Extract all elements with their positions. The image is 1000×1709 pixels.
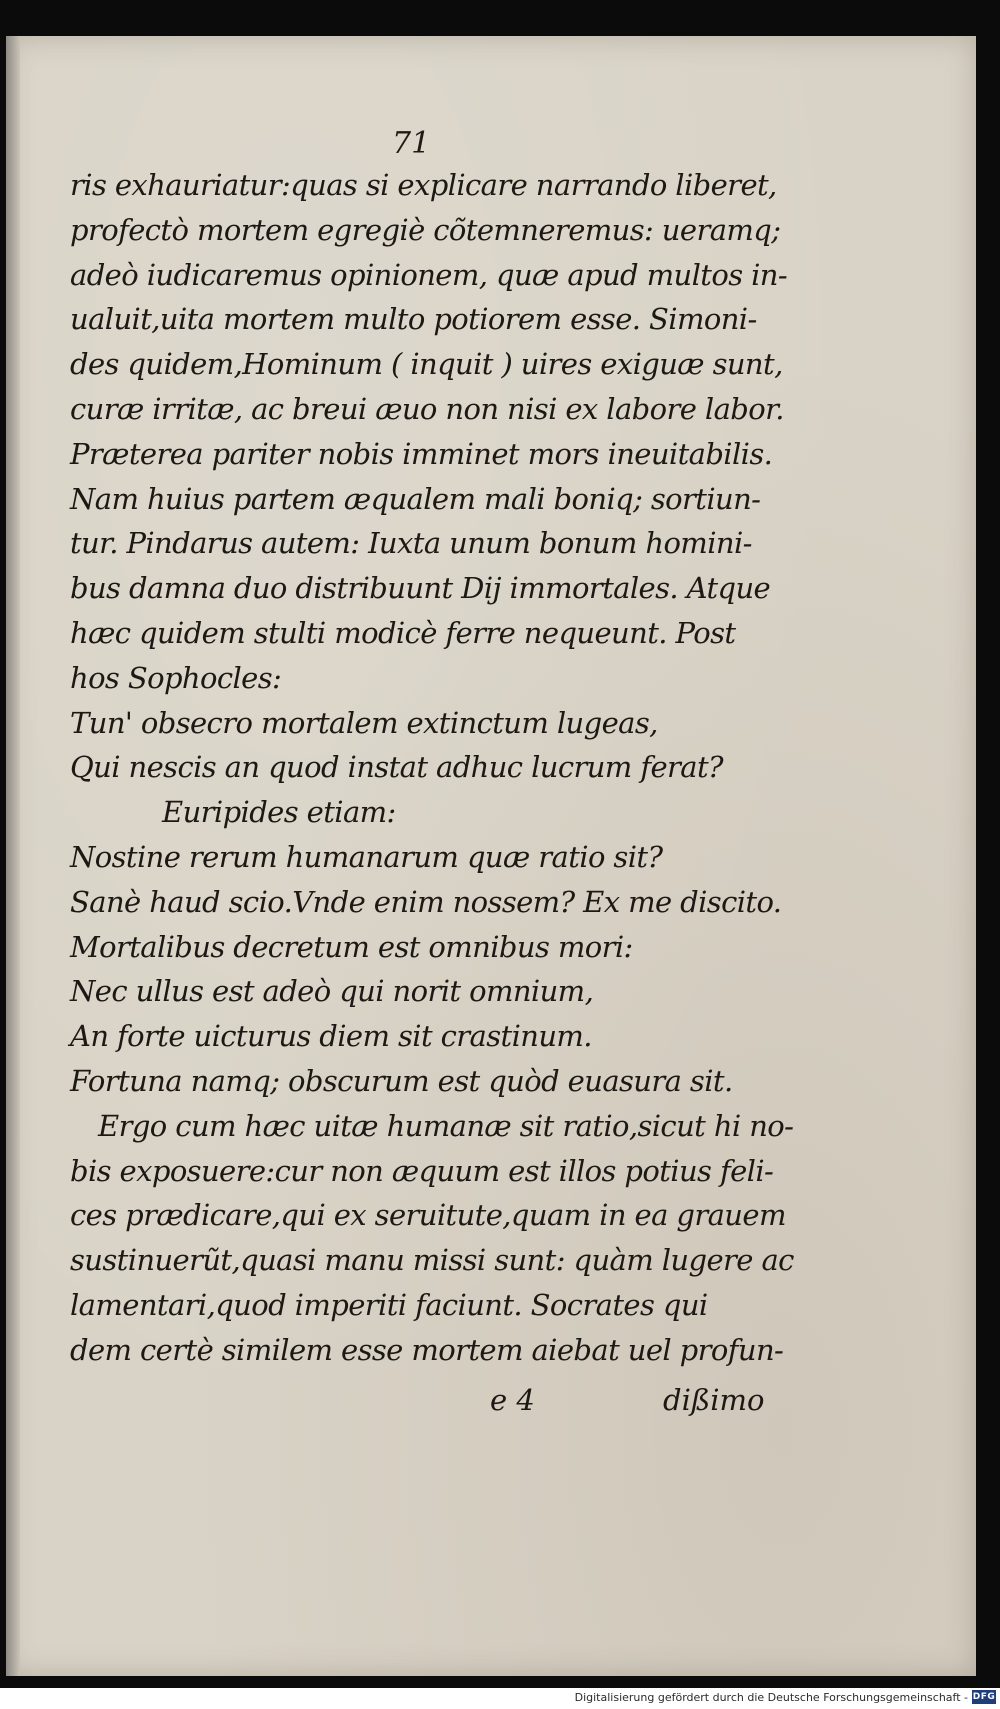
verse-line: Fortuna namq; obscurum est quòd euasura sit. xyxy=(70,1063,733,1098)
verse-line: Tun' obsecro mortalem extinctum lugeas, xyxy=(70,705,658,740)
text-line: bis exposuere:cur non æquum est illos potius feli- xyxy=(70,1153,774,1188)
verse-line: An forte uicturus diem sit crastinum. xyxy=(70,1019,592,1054)
page-gutter xyxy=(6,36,20,1676)
paragraph-start-line: Ergo cum hæc uitæ humanæ sit ratio,sicut hi no- xyxy=(98,1108,794,1143)
text-line: profectò mortem egregiè cõtemneremus: ueramq; xyxy=(70,212,781,247)
text-line: lamentari,quod imperiti faciunt. Socrates qui xyxy=(70,1287,708,1322)
text-line: ces prædicare,qui ex seruitute,quam in ea grauem xyxy=(70,1198,786,1233)
text-line: ualuit,uita mortem multo potiorem esse. Simoni- xyxy=(70,302,757,337)
verse-line: Qui nescis an quod instat adhuc lucrum ferat? xyxy=(70,750,723,785)
verse-line: Sanè haud scio.Vnde enim nossem? Ex me discito. xyxy=(70,884,782,919)
verse-line: Nostine rerum humanarum quæ ratio sit? xyxy=(70,839,663,874)
text-line: adeò iudicaremus opinionem, quæ apud multos in- xyxy=(70,257,788,292)
text-line: ris exhauriatur:quas si explicare narrando liberet, xyxy=(70,168,777,202)
text-line: sustinuerũt,quasi manu missi sunt: quàm lugere ac xyxy=(70,1243,794,1278)
verse-line: Mortalibus decretum est omnibus mori: xyxy=(70,929,633,964)
text-line: bus damna duo distribuunt Dij immortales. Atque xyxy=(70,571,771,606)
verse-line: Nec ullus est adeò qui norit omnium, xyxy=(70,974,594,1009)
page-footer-line xyxy=(0,1383,1000,1427)
dfg-logo: DFG xyxy=(972,1692,996,1702)
text-line: Præterea pariter nobis imminet mors ineuitabilis. xyxy=(70,436,773,471)
page-text xyxy=(70,163,794,1373)
text-line: curæ irritæ, ac breui æuo non nisi ex labore labor. xyxy=(70,391,784,426)
text-line: tur. Pindarus autem: Iuxta unum bonum homini- xyxy=(70,526,752,561)
speaker-line: Euripides etiam: xyxy=(162,795,396,830)
text-line: Nam huius partem æqualem mali boniq; sortiun- xyxy=(70,481,761,516)
page-number: 71 xyxy=(392,126,431,161)
text-line: hæc quidem stulti modicè ferre nequeunt. Post xyxy=(70,615,736,650)
funding-credit: Digitalisierung gefördert durch die Deutsche Forschungsgemeinschaft - xyxy=(574,1691,968,1704)
signature-mark: e 4 xyxy=(490,1383,535,1417)
text-line: hos Sophocles: xyxy=(70,660,282,695)
text-line: des quidem,Hominum ( inquit ) uires exiguæ sunt, xyxy=(70,347,783,382)
catchword: dißimo xyxy=(663,1383,765,1417)
text-line: dem certè similem esse mortem aiebat uel profun- xyxy=(70,1332,784,1367)
